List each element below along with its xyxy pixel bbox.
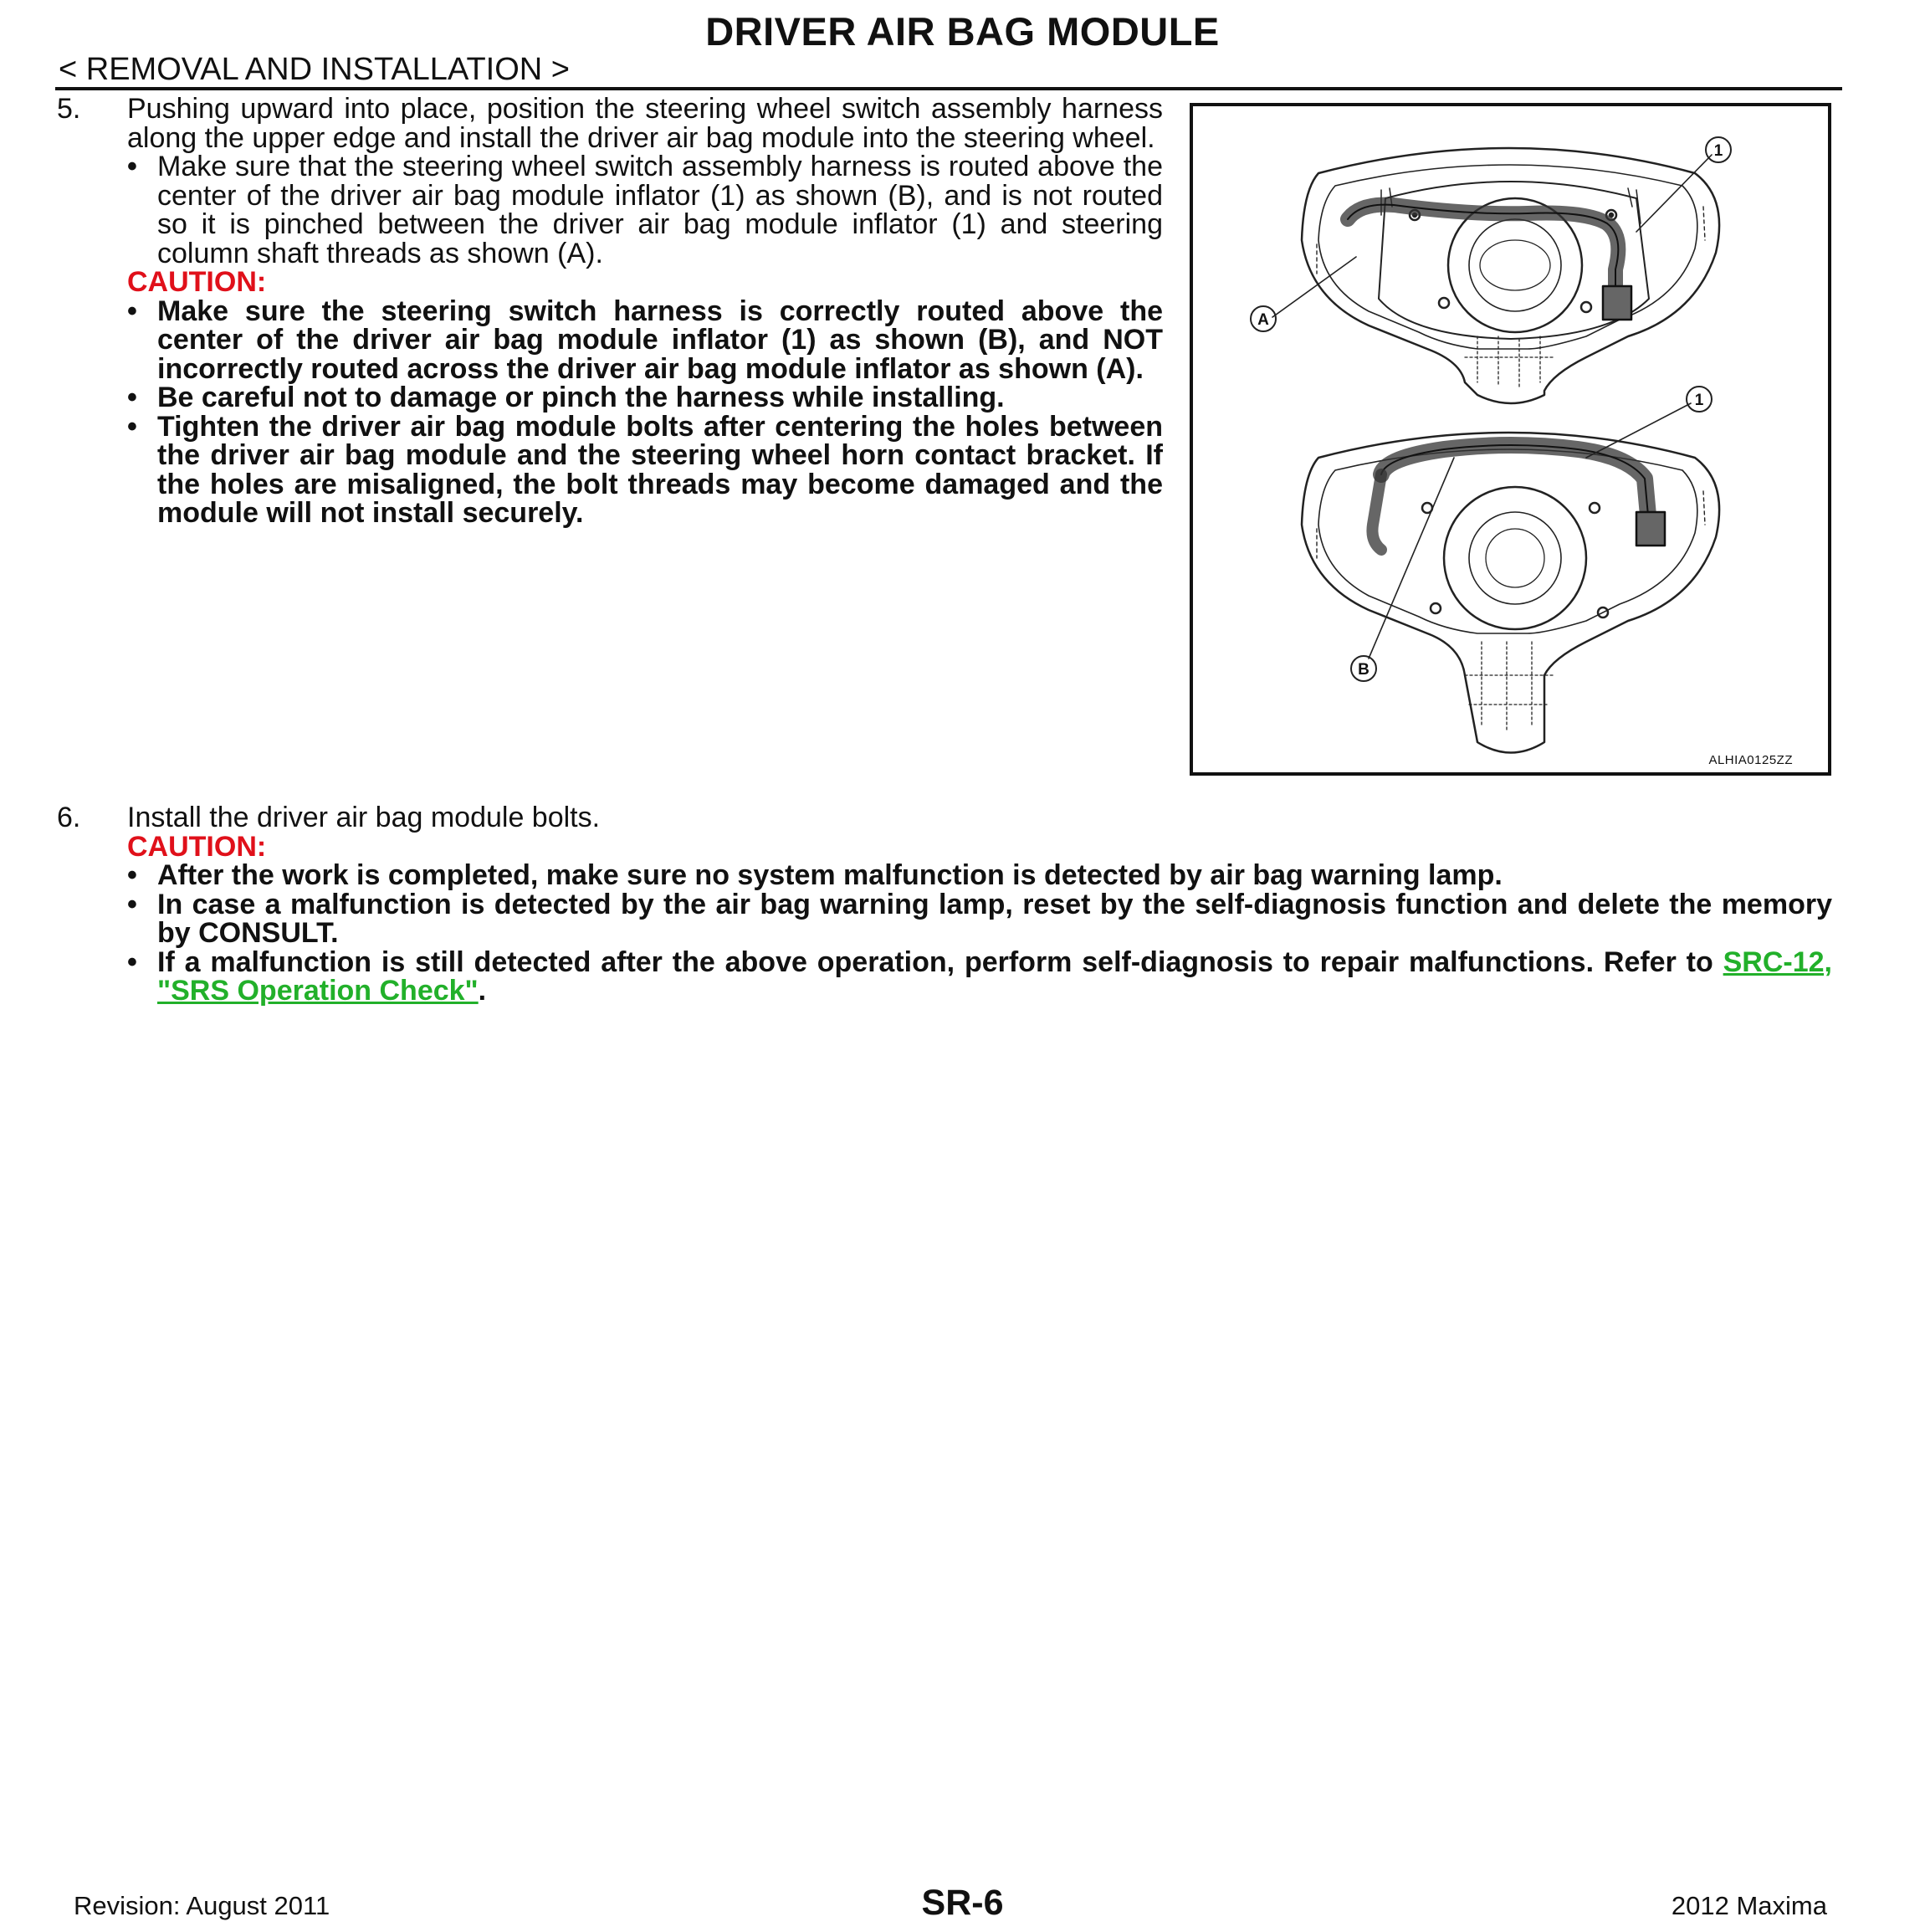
caution-item: • Be careful not to damage or pinch the harness while installing. [127,383,1163,413]
callout-1-top: 1 [1713,142,1723,160]
caution-item: • Tighten the driver air bag module bolts after centering the holes between the driver air bag module and the steering wheel horn contact bracket. If the holes are misaligned, the bolt threads may become damaged and the module will not install securely. [127,413,1163,528]
revision-date: Revision: August 2011 [74,1891,330,1920]
header-divider [55,87,1842,90]
figure-code: ALHIA0125ZZ [1708,753,1793,767]
harness-routing-diagram [1193,106,1828,772]
step-5-text: Pushing upward into place, position the steering wheel switch assembly harness along the upper edge and install the driver air bag module into the steering wheel. [127,93,1163,154]
steering-wheel-figure [1190,103,1831,776]
steering-wheel-bottom-illustration [1302,433,1719,753]
callout-a: A [1257,311,1269,329]
callout-1-bottom: 1 [1694,392,1704,409]
page-number: SR-6 [921,1883,1004,1923]
vehicle-model: 2012 Maxima [1671,1891,1827,1920]
step-6-text: Install the driver air bag module bolts. [127,802,601,833]
step-5-body [127,95,1163,528]
caution-text: If a malfunction is still detected after the above operation, perform self-diagnosis to repair malfunctions. Refer to [157,946,1723,978]
step-5-note: • Make sure that the steering wheel switch assembly harness is routed above the center of the driver air bag module inflator (1) as shown (B), and is not routed so it is pinched between the driver air bag module inflator (1) and steering column shaft threads as shown (A). [127,152,1163,268]
caution-end: . [478,975,487,1007]
callout-b: B [1358,661,1370,679]
srs-operation-check-link[interactable]: SRC-12, "SRS Operation Check" [157,946,1832,1007]
page-title: DRIVER AIR BAG MODULE [705,9,1220,54]
caution-item: • Make sure the steering switch harness is correctly routed above the center of the driver air bag module inflator (1) as shown (B), and NOT incorrectly routed across the driver air bag module inflator as shown (A). [127,297,1163,384]
caution-item: • After the work is completed, make sure no system malfunction is detected by air bag warning lamp. [127,861,1832,890]
step-number: 5. [57,93,81,125]
step-6-body [127,803,1832,1006]
caution-item [127,948,1832,1006]
steering-wheel-top-illustration [1302,148,1719,403]
section-heading: < REMOVAL AND INSTALLATION > [59,52,570,87]
caution-item: • In case a malfunction is detected by the air bag warning lamp, reset by the self-diagnosis function and delete the memory by CONSULT. [127,890,1832,948]
step-number: 6. [57,802,81,833]
caution-label: CAUTION: [127,266,267,298]
caution-label: CAUTION: [127,830,267,863]
